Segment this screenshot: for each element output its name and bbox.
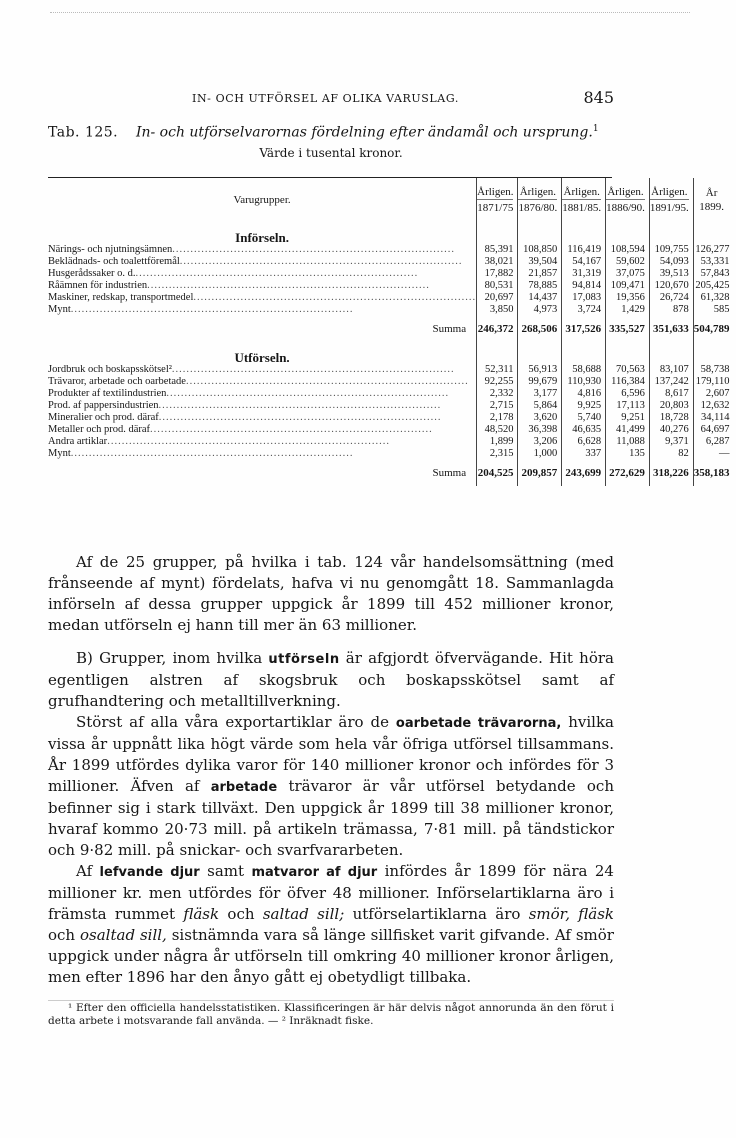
value-cell: 878 (649, 304, 693, 316)
row-label-text: Metaller och prod. däraf (48, 424, 151, 435)
table-row (48, 448, 733, 460)
value-cell: 205,425 (693, 280, 733, 292)
empty-cell (518, 342, 562, 364)
value-cell: 92,255 (477, 376, 518, 388)
row-label (48, 424, 477, 436)
p3-text-e: trävaror är vår utförsel betydande och befinner sig i stark tillväxt. Den uppgick år 1899 till 38 millioner kronor, hvaraf kommo 20·73 mill. på artikeln trämassa, 7·81 mill. på tändstickor och 9·82 mill. på snickar- och svarfvararbeten. (48, 777, 614, 859)
value-cell: 6,628 (562, 436, 606, 448)
sum-value: 351,633 (649, 316, 693, 342)
table-row (48, 280, 733, 292)
paragraph-1: Af de 25 grupper, på hvilka i tab. 124 vår handelsomsättning (med frånseende af mynt) fördelats, hafva vi nu genomgått 18. Sammanlagda införseln af dessa grupper uppgick år 1899 till 452 millioner kronor, medan utförseln ej hann till mer än 63 millioner. (48, 553, 614, 634)
row-label-wrap (48, 424, 476, 436)
header-col-2-bottom: 1876/80. (518, 199, 557, 215)
value-cell: 2,315 (477, 448, 518, 460)
value-cell: 3,850 (477, 304, 518, 316)
leader-dots: .............................................................................. (172, 244, 455, 255)
table-label: Tab. 125. (48, 124, 119, 141)
sum-label: Summa (432, 323, 467, 335)
empty-cell (606, 342, 650, 364)
value-cell: 83,107 (649, 364, 693, 376)
value-cell: 54,167 (562, 256, 606, 268)
value-cell: 3,724 (562, 304, 606, 316)
leader-dots: .............................................................................. (179, 256, 463, 267)
table-row (48, 304, 733, 316)
row-label-text: Husgerådssaker o. d. (48, 268, 136, 279)
value-cell: 57,843 (693, 268, 733, 280)
row-label (48, 280, 477, 292)
header-varugrupper: Varugrupper. (233, 194, 291, 206)
value-cell: 21,857 (518, 268, 562, 280)
value-cell: 39,513 (649, 268, 693, 280)
p2-text-a: B) Grupper, inom hvilka (76, 649, 263, 667)
p3-text-a: Störst af alla våra exportartiklar äro de (76, 713, 389, 731)
sum-value: 272,629 (606, 460, 650, 486)
table-row (48, 244, 733, 256)
header-col-1-bottom: 1871/75 (477, 199, 513, 215)
header-col-4 (606, 178, 650, 222)
leader-dots: .............................................................................. (150, 424, 433, 435)
footnote: ¹ Efter den officiella handelsstatistiken. Klassificeringen är här delvis något annorunda än den förut i detta arbete i motsvarande fall använda. — ² Inräknadt fiske. (48, 1002, 614, 1027)
paragraph-3 (48, 712, 614, 861)
table-row (48, 412, 733, 424)
value-cell: 109,755 (649, 244, 693, 256)
row-label (48, 256, 477, 268)
p4-text-k: och (48, 926, 76, 944)
table-row (48, 424, 733, 436)
value-cell: 3,206 (518, 436, 562, 448)
value-cell: 34,114 (693, 412, 733, 424)
row-label-wrap (48, 256, 476, 268)
row-label-wrap (48, 268, 476, 280)
value-cell: 2,332 (477, 388, 518, 400)
empty-cell (477, 222, 518, 244)
sum-value: 243,699 (562, 460, 606, 486)
header-col-6-top: År 1899. (699, 187, 724, 213)
row-label-text: Beklädnads- och toalettföremål (48, 256, 180, 267)
row-label-text: Trävaror, arbetade och oarbetade (48, 376, 186, 387)
value-cell: 99,679 (518, 376, 562, 388)
leader-dots: .............................................................................. (107, 436, 390, 447)
value-cell: 46,635 (562, 424, 606, 436)
table-row (48, 436, 733, 448)
value-cell: 14,437 (518, 292, 562, 304)
sum-value: 268,506 (518, 316, 562, 342)
value-cell: 17,113 (606, 400, 650, 412)
value-cell: 116,384 (606, 376, 650, 388)
header-col-3-top: Årligen. (563, 186, 600, 198)
value-cell: 108,850 (518, 244, 562, 256)
value-cell: 39,504 (518, 256, 562, 268)
row-label (48, 400, 477, 412)
leader-dots: .............................................................................. (158, 400, 442, 411)
row-label-text: Andra artiklar (48, 436, 108, 447)
row-label-text: Närings- och njutningsämnen (48, 244, 173, 255)
p4-text-m: sistnämnda vara så länge sillfisket varit gifvande. Af smör uppgick under några år utförseln till omkring 40 millioner kronor årligen, men efter 1896 har den ånyo gått ej obetydligt tillbaka. (48, 926, 614, 986)
p4-text-i: utförselartiklarna äro (352, 905, 521, 923)
header-col-3-bottom: 1881/85. (562, 199, 601, 215)
value-cell: 26,724 (649, 292, 693, 304)
caption-footnote-mark: 1 (592, 124, 599, 134)
row-label (48, 244, 477, 256)
value-cell: 48,520 (477, 424, 518, 436)
row-label (48, 268, 477, 280)
section-title: Införseln. (235, 230, 289, 245)
leader-dots: .............................................................................. (147, 280, 430, 291)
value-cell: 2,715 (477, 400, 518, 412)
value-cell: 4,816 (562, 388, 606, 400)
leader-dots: .............................................................................. (70, 304, 354, 315)
empty-cell (477, 342, 518, 364)
value-cell: 337 (562, 448, 606, 460)
value-cell: 135 (606, 448, 650, 460)
value-cell: 11,088 (606, 436, 650, 448)
header-col-2 (518, 178, 562, 222)
row-label (48, 412, 477, 424)
row-label-wrap (48, 244, 476, 256)
table-unit: Värde i tusental kronor. (259, 146, 403, 160)
empty-cell (606, 222, 650, 244)
value-cell: 1,899 (477, 436, 518, 448)
value-cell: 54,093 (649, 256, 693, 268)
value-cell: 19,356 (606, 292, 650, 304)
value-cell: 1,429 (606, 304, 650, 316)
value-cell: 40,276 (649, 424, 693, 436)
value-cell: 126,277 (693, 244, 733, 256)
sum-value: 317,526 (562, 316, 606, 342)
sum-value: 204,525 (477, 460, 518, 486)
page-number: 845 (583, 88, 614, 107)
value-cell: 9,251 (606, 412, 650, 424)
row-label (48, 376, 477, 388)
p4-emph-d: matvaror af djur (251, 865, 378, 880)
value-cell: 56,913 (518, 364, 562, 376)
value-cell: 20,803 (649, 400, 693, 412)
value-cell: 17,882 (477, 268, 518, 280)
header-col-1-top: Årligen. (477, 186, 514, 198)
p4-text-g: och (227, 905, 255, 923)
sum-row (48, 460, 733, 486)
empty-cell (693, 342, 733, 364)
row-label-text: Mineralier och prod. däraf (48, 412, 159, 423)
leader-dots: .............................................................................. (171, 364, 455, 375)
value-cell: 53,331 (693, 256, 733, 268)
leader-dots: .............................................................................. (166, 388, 450, 399)
p3-emph-d: arbetade (210, 780, 278, 795)
value-cell: 58,738 (693, 364, 733, 376)
p4-ital-j: smör, fläsk (528, 905, 614, 923)
header-col-1 (477, 178, 518, 222)
paragraph-2 (48, 648, 614, 712)
value-cell: 3,620 (518, 412, 562, 424)
p4-ital-h: saltad sill; (262, 905, 345, 923)
leader-dots: .............................................................................. (185, 376, 469, 387)
row-label-text: Råämnen för industrien (48, 280, 148, 291)
header-col-4-top: Årligen. (607, 186, 644, 198)
p4-ital-l: osaltad sill, (80, 926, 167, 944)
value-cell: 5,740 (562, 412, 606, 424)
header-col-4-bottom: 1886/90. (606, 199, 645, 215)
p4-ital-f: fläsk (183, 905, 220, 923)
row-label-text: Maskiner, redskap, transportmedel (48, 292, 194, 303)
value-cell: 37,075 (606, 268, 650, 280)
value-cell: 2,178 (477, 412, 518, 424)
row-label-wrap (48, 280, 476, 292)
row-label (48, 448, 477, 460)
value-cell: 137,242 (649, 376, 693, 388)
p4-text-c: samt (207, 862, 245, 880)
header-col-6 (693, 178, 733, 222)
empty-cell (562, 342, 606, 364)
leader-dots: .............................................................................. (70, 448, 354, 459)
leader-dots: .............................................................................. (135, 268, 419, 279)
value-cell: 3,177 (518, 388, 562, 400)
row-label-wrap (48, 436, 476, 448)
value-cell: 9,371 (649, 436, 693, 448)
table-row (48, 268, 733, 280)
p3-text-c: hvilka vissa år uppnått lika högt värde som hela vår öfriga utförsel tillsammans. År 1899 utfördes dylika varor för 140 millioner kronor och infördes för 3 millioner. Äfven af (48, 713, 614, 795)
row-label-wrap (48, 376, 476, 388)
value-cell: — (693, 448, 733, 460)
value-cell: 6,287 (693, 436, 733, 448)
row-label-wrap (48, 412, 476, 424)
value-cell: 70,563 (606, 364, 650, 376)
value-cell: 585 (693, 304, 733, 316)
body-text (48, 552, 614, 988)
value-cell: 59,602 (606, 256, 650, 268)
value-cell: 110,930 (562, 376, 606, 388)
table-header-row (48, 178, 733, 222)
value-cell: 8,617 (649, 388, 693, 400)
leader-dots: .............................................................................. (158, 412, 442, 423)
p4-text-e: infördes år 1899 för nära 24 millioner kr. men utfördes för öfver 48 millioner. Införselartiklarna äro i främsta rummet (48, 862, 614, 923)
data-table (48, 178, 730, 538)
value-cell: 85,391 (477, 244, 518, 256)
empty-cell (649, 342, 693, 364)
p3-emph-b: oarbetade trävarorna, (395, 716, 562, 731)
table-row (48, 256, 733, 268)
value-cell: 12,632 (693, 400, 733, 412)
empty-cell (562, 222, 606, 244)
scan-edge-mark (50, 12, 690, 13)
sum-value: 318,226 (649, 460, 693, 486)
header-col-5-bottom: 1891/95. (650, 199, 689, 215)
sum-label: Summa (432, 467, 467, 479)
section-title: Utförseln. (234, 350, 290, 365)
value-cell: 109,471 (606, 280, 650, 292)
table-row (48, 376, 733, 388)
table-row (48, 292, 733, 304)
value-cell: 108,594 (606, 244, 650, 256)
sum-value: 246,372 (477, 316, 518, 342)
table-caption (48, 120, 614, 142)
running-head-title: IN- OCH UTFÖRSEL AF OLIKA VARUSLAG. (192, 92, 459, 105)
row-label-wrap (48, 400, 476, 412)
value-cell: 58,688 (562, 364, 606, 376)
footnote-rule (48, 1000, 614, 1001)
row-label-wrap (48, 364, 476, 376)
value-cell: 61,328 (693, 292, 733, 304)
section-title-row (48, 222, 733, 244)
value-cell: 20,697 (477, 292, 518, 304)
value-cell: 41,499 (606, 424, 650, 436)
value-cell: 5,864 (518, 400, 562, 412)
empty-cell (693, 222, 733, 244)
row-label-text: Prod. af pappersindustrien (48, 400, 159, 411)
table-row (48, 388, 733, 400)
sum-value: 504,789 (693, 316, 733, 342)
row-label (48, 436, 477, 448)
p2-emph: utförseln (268, 652, 340, 667)
row-label-text: Produkter af textilindustrien (48, 388, 167, 399)
sum-value: 335,527 (606, 316, 650, 342)
p2-text-c: är afgjordt öfvervägande. Hit höra egentligen alstren af skogsbruk och boskapsskötsel samt af grufhandtering och metalltillverkning. (48, 649, 614, 710)
value-cell: 52,311 (477, 364, 518, 376)
row-label (48, 304, 477, 316)
value-cell: 4,973 (518, 304, 562, 316)
header-col-5 (649, 178, 693, 222)
section-title-row (48, 342, 733, 364)
row-label (48, 292, 477, 304)
value-cell: 120,670 (649, 280, 693, 292)
row-label-wrap (48, 292, 476, 304)
row-label (48, 364, 477, 376)
row-label-wrap (48, 388, 476, 400)
row-label-wrap (48, 304, 476, 316)
value-cell: 78,885 (518, 280, 562, 292)
paragraph-4 (48, 861, 614, 988)
table-title: In- och utförselvarornas fördelning efter ändamål och ursprung. (135, 124, 593, 141)
table-row (48, 364, 733, 376)
row-label (48, 388, 477, 400)
empty-cell (518, 222, 562, 244)
value-cell: 36,398 (518, 424, 562, 436)
row-label-text: Mynt (48, 304, 71, 315)
value-cell: 9,925 (562, 400, 606, 412)
value-cell: 2,607 (693, 388, 733, 400)
value-cell: 116,419 (562, 244, 606, 256)
row-label-text: Mynt (48, 448, 71, 459)
p4-emph-b: lefvande djur (99, 865, 200, 880)
table-row (48, 400, 733, 412)
leader-dots: .............................................................................. (193, 292, 477, 303)
running-head (48, 88, 614, 110)
value-cell: 17,083 (562, 292, 606, 304)
value-cell: 94,814 (562, 280, 606, 292)
header-col-3 (562, 178, 606, 222)
p4-text-a: Af (76, 862, 93, 880)
value-cell: 31,319 (562, 268, 606, 280)
value-cell: 38,021 (477, 256, 518, 268)
value-cell: 1,000 (518, 448, 562, 460)
value-cell: 64,697 (693, 424, 733, 436)
value-cell: 80,531 (477, 280, 518, 292)
empty-cell (649, 222, 693, 244)
value-cell: 6,596 (606, 388, 650, 400)
value-cell: 82 (649, 448, 693, 460)
table-top-rule (48, 177, 612, 178)
sum-value: 209,857 (518, 460, 562, 486)
row-label-text: Jordbruk och boskapsskötsel² (48, 364, 172, 375)
row-label-wrap (48, 448, 476, 460)
header-col-2-top: Årligen. (519, 186, 557, 198)
sum-row (48, 316, 733, 342)
value-cell: 179,110 (693, 376, 733, 388)
sum-value: 358,183 (693, 460, 733, 486)
header-col-5-top: Årligen. (651, 186, 688, 198)
value-cell: 18,728 (649, 412, 693, 424)
